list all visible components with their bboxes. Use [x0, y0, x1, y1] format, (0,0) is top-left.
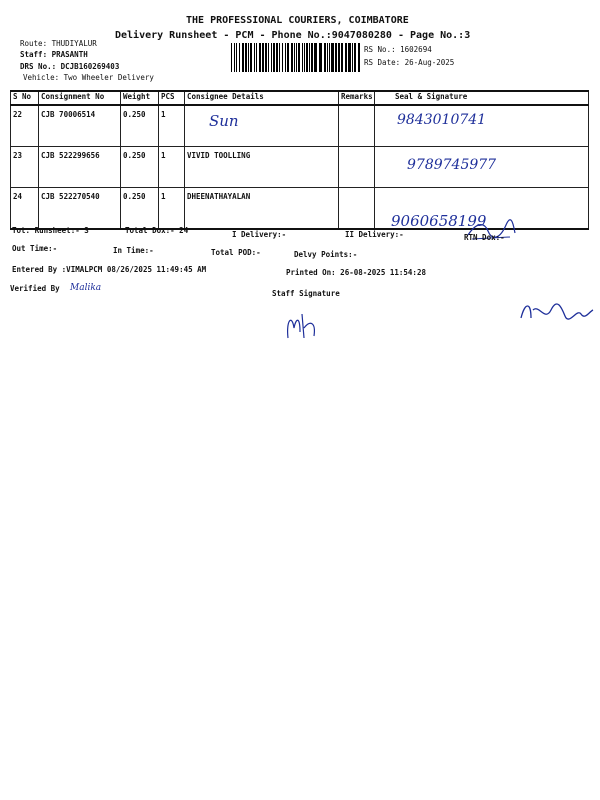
- row-pcs: 1: [159, 105, 185, 147]
- runsheet-title: Delivery Runsheet - PCM - Phone No.:9047080280 - Page No.:3: [115, 30, 471, 41]
- barcode-bar: [348, 43, 351, 72]
- row-sno: 22: [11, 105, 39, 147]
- barcode-bar: [309, 43, 310, 72]
- barcode-bar: [245, 43, 247, 72]
- company-name: THE PROFESSIONAL COURIERS, COIMBATORE: [186, 15, 409, 26]
- barcode-bar: [287, 43, 289, 72]
- row-seal: [375, 188, 589, 230]
- verified-by-label: Verified By: [10, 284, 60, 293]
- entered-by: Entered By :VIMALPCM 08/26/2025 11:49:45 AM: [12, 265, 207, 274]
- total-dox: Total Dox:- 24: [125, 226, 189, 235]
- column-header: PCS: [159, 91, 185, 105]
- total-pod: Total POD:-: [211, 248, 261, 257]
- in-time: In Time:-: [113, 246, 154, 255]
- row-consignment: CJB 522270540: [39, 188, 121, 230]
- barcode-bar: [242, 43, 244, 72]
- handwritten-phone: 9060658199: [391, 212, 487, 230]
- barcode-bar: [298, 43, 300, 72]
- handwritten-consignee: Sun: [209, 112, 239, 130]
- barcode-bar: [327, 43, 328, 72]
- row-weight: 0.250: [121, 105, 159, 147]
- barcode: [231, 43, 361, 72]
- barcode-bar: [341, 43, 343, 72]
- vehicle-info: Vehicle: Two Wheeler Delivery: [23, 73, 154, 82]
- out-time: Out Time:-: [12, 244, 58, 253]
- barcode-bar: [311, 43, 313, 72]
- barcode-bar: [294, 43, 295, 72]
- row-seal: [375, 147, 589, 188]
- barcode-bar: [254, 43, 255, 72]
- runsheet-table: [10, 90, 589, 230]
- delvy-points: Delvy Points:-: [294, 250, 358, 259]
- row-weight: 0.250: [121, 188, 159, 230]
- barcode-bar: [271, 43, 272, 72]
- barcode-bar: [352, 43, 353, 72]
- barcode-bar: [268, 43, 269, 72]
- row-sno: 24: [11, 188, 39, 230]
- column-header: Remarks: [339, 91, 375, 105]
- barcode-bar: [302, 43, 303, 72]
- rs-date: RS Date: 26-Aug-2025: [364, 58, 455, 67]
- row-pcs: 1: [159, 188, 185, 230]
- table-row: [11, 147, 589, 188]
- printed-on: Printed On: 26-08-2025 11:54:28: [286, 268, 426, 277]
- signature-scribble: [519, 300, 595, 324]
- barcode-bar: [279, 43, 280, 72]
- barcode-bar: [239, 43, 240, 72]
- barcode-bar: [265, 43, 267, 72]
- column-header: Seal & Signature: [375, 91, 589, 105]
- rs-number: RS No.: 1602694: [364, 45, 432, 54]
- staff-signature-scribble: [282, 310, 322, 342]
- barcode-bar: [335, 43, 337, 72]
- column-header: S No: [11, 91, 39, 105]
- barcode-bar: [231, 43, 232, 72]
- handwritten-phone: 9843010741: [397, 112, 487, 128]
- table-header-row: [11, 91, 589, 105]
- route-info: Route: THUDIYALUR: [20, 39, 97, 48]
- barcode-bar: [314, 43, 317, 72]
- staff-signature-label: Staff Signature: [272, 289, 340, 298]
- barcode-bar: [354, 43, 356, 72]
- row-weight: 0.250: [121, 147, 159, 188]
- barcode-bar: [338, 43, 340, 72]
- barcode-bar: [331, 43, 334, 72]
- barcode-bar: [329, 43, 330, 72]
- barcode-bar: [358, 43, 360, 72]
- rtn-dox: RTN Dox:-: [464, 233, 505, 242]
- row-consignee: VIVID TOOLLING: [185, 147, 339, 188]
- column-header: Consignee Details: [185, 91, 339, 105]
- verified-signature: Malika: [70, 283, 102, 293]
- row-remarks: [339, 105, 375, 147]
- barcode-bar: [285, 43, 286, 72]
- i-delivery: I Delivery:-: [232, 230, 287, 239]
- tot-runsheet: Tot. Runsheet:- 3: [12, 226, 89, 235]
- table-row: [11, 105, 589, 147]
- barcode-bar: [248, 43, 249, 72]
- barcode-bar: [324, 43, 326, 72]
- row-sno: 23: [11, 147, 39, 188]
- handwritten-phone: 9789745977: [407, 157, 497, 173]
- row-consignee: DHEENATHAYALAN: [185, 188, 339, 230]
- barcode-bar: [304, 43, 305, 72]
- barcode-bar: [250, 43, 252, 72]
- ii-delivery: II Delivery:-: [345, 230, 404, 239]
- column-header: Consignment No: [39, 91, 121, 105]
- drs-number: DRS No.: DCJB160269403: [20, 62, 120, 71]
- barcode-bar: [262, 43, 264, 72]
- staff-info: Staff: PRASANTH: [20, 50, 88, 59]
- barcode-bar: [273, 43, 275, 72]
- barcode-bar: [259, 43, 261, 72]
- barcode-bar: [345, 43, 347, 72]
- row-pcs: 1: [159, 147, 185, 188]
- barcode-bar: [282, 43, 283, 72]
- barcode-bar: [256, 43, 257, 72]
- barcode-bar: [276, 43, 278, 72]
- row-consignment: CJB 522299656: [39, 147, 121, 188]
- barcode-bar: [306, 43, 308, 72]
- row-remarks: [339, 147, 375, 188]
- column-header: Weight: [121, 91, 159, 105]
- row-consignment: CJB 70006514: [39, 105, 121, 147]
- barcode-bar: [236, 43, 237, 72]
- row-consignee: [185, 105, 339, 147]
- barcode-bar: [296, 43, 297, 72]
- barcode-bar: [234, 43, 235, 72]
- row-remarks: [339, 188, 375, 230]
- row-seal: [375, 105, 589, 147]
- barcode-bar: [291, 43, 293, 72]
- barcode-bar: [319, 43, 322, 72]
